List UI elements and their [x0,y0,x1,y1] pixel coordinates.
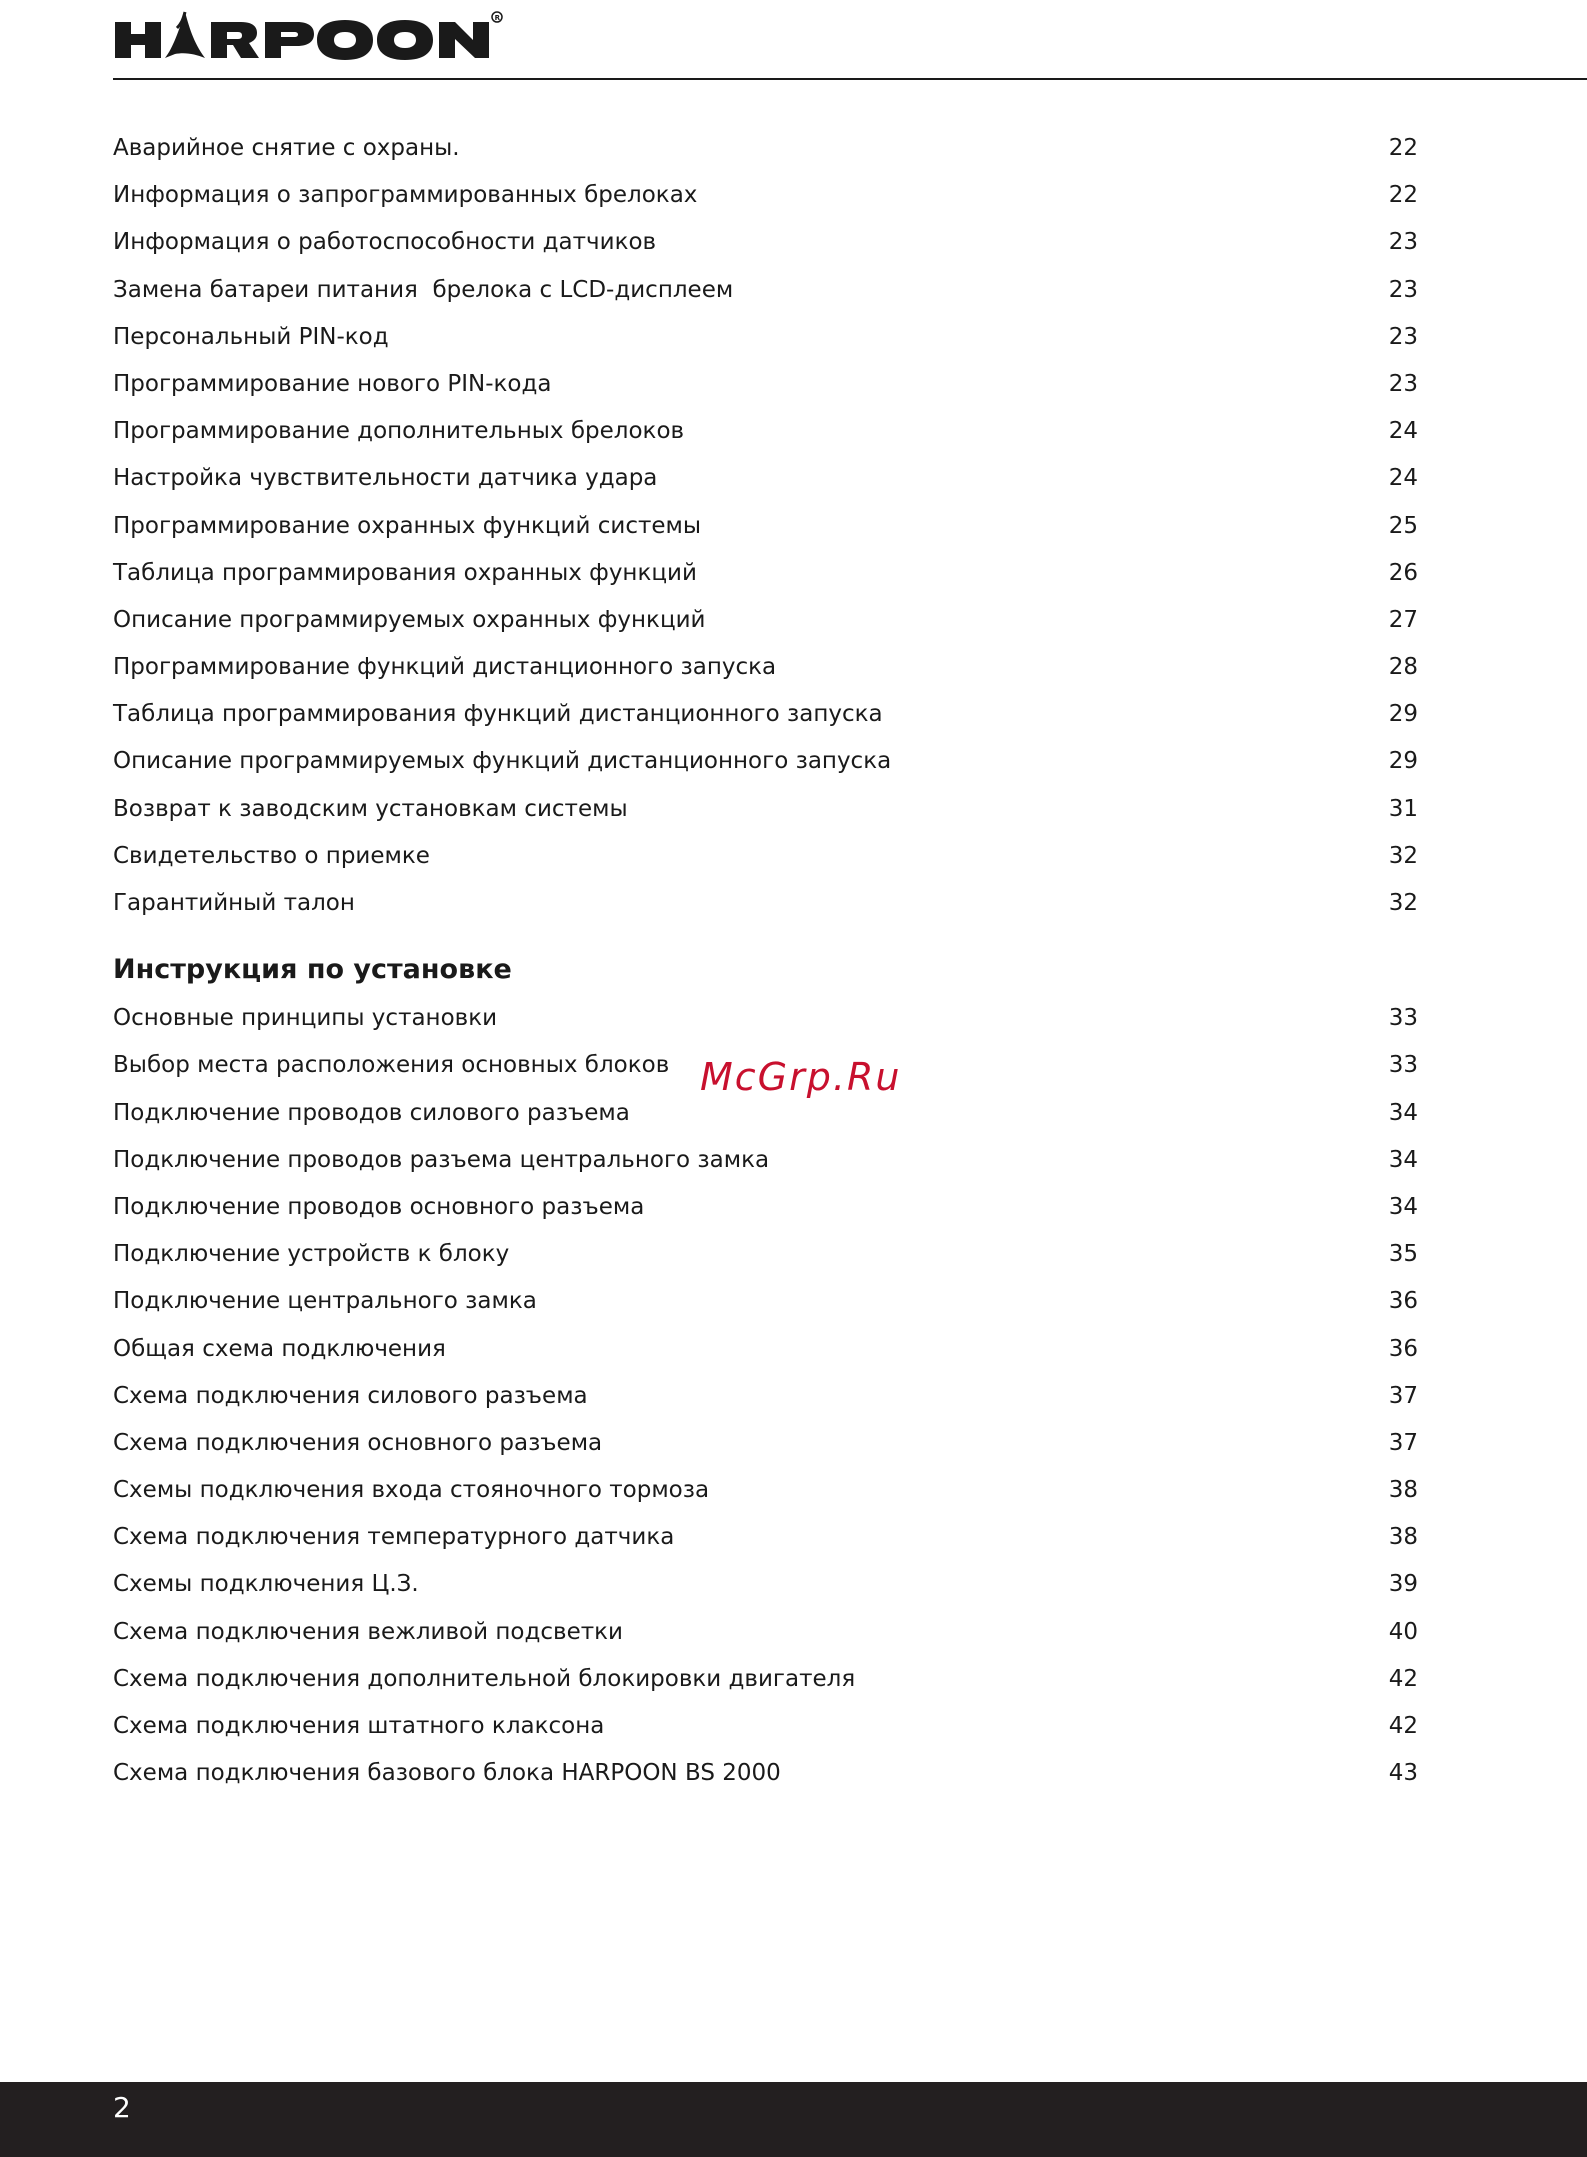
toc-entry[interactable] [113,1609,1418,1656]
toc-entry[interactable] [113,361,1418,408]
toc-entry-title: Программирование нового PIN-кода [113,370,552,397]
toc-entry-page: 34 [1388,1099,1418,1126]
toc-entry-page: 23 [1388,276,1418,303]
toc-entry-title: Схема подключения дополнительной блокировки двигателя [113,1665,856,1692]
toc-entry-title: Выбор места расположения основных блоков [113,1052,670,1079]
toc-entry-title: Схема подключения температурного датчика [113,1524,675,1551]
toc-entry-title: Схемы подключения входа стояночного тормоза [113,1477,710,1504]
toc-entry[interactable] [113,219,1418,266]
toc-entry[interactable] [113,267,1418,314]
toc-entry-page: 42 [1388,1665,1418,1692]
toc-group-part2 [113,995,1418,1797]
toc-entry-page: 24 [1388,418,1418,445]
toc-entry-title: Подключение проводов силового разъема [113,1099,630,1126]
toc-entry-page: 42 [1388,1713,1418,1739]
toc-entry[interactable] [113,1467,1418,1514]
toc-entry-title: Таблица программирования охранных функций [113,559,697,586]
toc-entry-page: 32 [1388,842,1418,869]
toc-entry-page: 33 [1388,1005,1418,1032]
toc-entry-page: 37 [1388,1382,1418,1409]
toc-entry[interactable] [113,550,1418,597]
toc-entry[interactable] [113,1750,1418,1797]
toc-entry-title: Общая схема подключения [113,1335,446,1362]
toc-entry[interactable] [113,833,1418,880]
toc-entry-title: Схема подключения основного разъема [113,1429,603,1456]
toc-entry-page: 38 [1388,1524,1418,1551]
toc-entry[interactable] [113,1656,1418,1703]
toc-entry[interactable] [113,455,1418,502]
toc-entry-page: 27 [1388,606,1418,633]
toc-entry-page: 29 [1388,748,1418,775]
toc-entry-page: 25 [1388,512,1418,539]
toc-entry[interactable] [113,1420,1418,1467]
toc-entry-title: Программирование функций дистанционного запуска [113,654,777,681]
toc-entry[interactable] [113,1326,1418,1373]
toc-entry-title: Описание программируемых охранных функций [113,606,706,633]
toc-entry-title: Подключение проводов разъема центрального замка [113,1146,770,1173]
header-rule [113,78,1587,80]
toc-entry-page: 36 [1388,1335,1418,1362]
toc-entry-title: Информация о запрограммированных брелоках [113,182,698,209]
toc-entry-title: Персональный PIN-код [113,323,389,350]
toc-entry-title: Подключение устройств к блоку [113,1241,510,1268]
toc-entry-page: 32 [1388,890,1418,916]
toc-group-part1 [113,125,1418,927]
toc-entry[interactable] [113,1703,1418,1750]
toc-entry-page: 23 [1388,323,1418,350]
toc-entry[interactable] [113,1373,1418,1420]
toc-entry[interactable] [113,738,1418,785]
toc-entry-title: Таблица программирования функций дистанционного запуска [113,701,883,728]
toc-entry-title: Основные принципы установки [113,1005,498,1032]
toc-entry-page: 29 [1388,701,1418,728]
toc-entry-title: Схемы подключения Ц.З. [113,1571,419,1598]
toc-entry-page: 43 [1388,1760,1418,1787]
toc-entry[interactable] [113,125,1418,172]
toc-entry[interactable] [113,314,1418,361]
toc-entry-page: 39 [1388,1571,1418,1598]
toc-entry-title: Аварийное снятие с охраны. [113,135,460,161]
toc-entry-title: Возврат к заводским установкам системы [113,795,628,822]
toc-entry-title: Свидетельство о приемке [113,842,430,869]
toc-entry[interactable] [113,172,1418,219]
harpoon-logo [113,8,553,68]
toc-entry-title: Подключение проводов основного разъема [113,1193,645,1220]
toc-entry[interactable] [113,880,1418,927]
toc-entry[interactable] [113,786,1418,833]
toc-entry-title: Настройка чувствительности датчика удара [113,465,658,492]
toc-entry-title: Схема подключения силового разъема [113,1382,588,1409]
section-heading: Инструкция по установке [113,954,512,986]
table-of-contents [113,125,1418,1797]
toc-entry[interactable] [113,1561,1418,1608]
toc-entry[interactable] [113,1184,1418,1231]
toc-entry[interactable] [113,408,1418,455]
toc-entry-page: 38 [1388,1477,1418,1504]
toc-entry-title: Подключение центрального замка [113,1288,537,1315]
toc-entry-page: 35 [1388,1241,1418,1268]
footer-page-number: 2 [113,2091,131,2124]
toc-entry[interactable] [113,644,1418,691]
toc-entry-title: Программирование охранных функций системы [113,512,702,539]
toc-entry[interactable] [113,1137,1418,1184]
toc-entry[interactable] [113,597,1418,644]
toc-entry[interactable] [113,995,1418,1042]
toc-entry-title: Информация о работоспособности датчиков [113,229,657,256]
toc-entry-page: 40 [1388,1618,1418,1645]
toc-entry-page: 24 [1388,465,1418,492]
toc-entry-title: Замена батареи питания брелока с LCD-дисплеем [113,276,734,303]
toc-entry-page: 22 [1388,182,1418,209]
toc-entry-page: 31 [1388,795,1418,822]
toc-entry-page: 37 [1388,1429,1418,1456]
toc-entry-page: 26 [1388,559,1418,586]
toc-entry-title: Гарантийный талон [113,890,355,916]
toc-entry-title: Программирование дополнительных брелоков [113,418,685,445]
toc-entry-page: 33 [1388,1052,1418,1079]
svg-text:R: R [494,13,500,22]
toc-entry-page: 23 [1388,229,1418,256]
toc-entry-title: Схема подключения вежливой подсветки [113,1618,623,1645]
toc-entry-title: Схема подключения штатного клаксона [113,1713,605,1739]
toc-entry-page: 28 [1388,654,1418,681]
toc-entry-page: 34 [1388,1146,1418,1173]
toc-entry-title: Схема подключения базового блока HARPOON BS 2000 [113,1760,781,1787]
toc-entry-page: 34 [1388,1193,1418,1220]
toc-entry[interactable] [113,691,1418,738]
watermark: McGrp.Ru [700,1055,902,1099]
toc-entry-page: 36 [1388,1288,1418,1315]
toc-entry-title: Описание программируемых функций дистанционного запуска [113,748,892,775]
toc-entry-page: 22 [1388,135,1418,161]
toc-entry-page: 23 [1388,370,1418,397]
toc-entry[interactable] [113,1514,1418,1561]
toc-entry[interactable] [113,1231,1418,1278]
footer-bar [0,2082,1587,2157]
toc-entry[interactable] [113,503,1418,550]
toc-entry[interactable] [113,1278,1418,1325]
